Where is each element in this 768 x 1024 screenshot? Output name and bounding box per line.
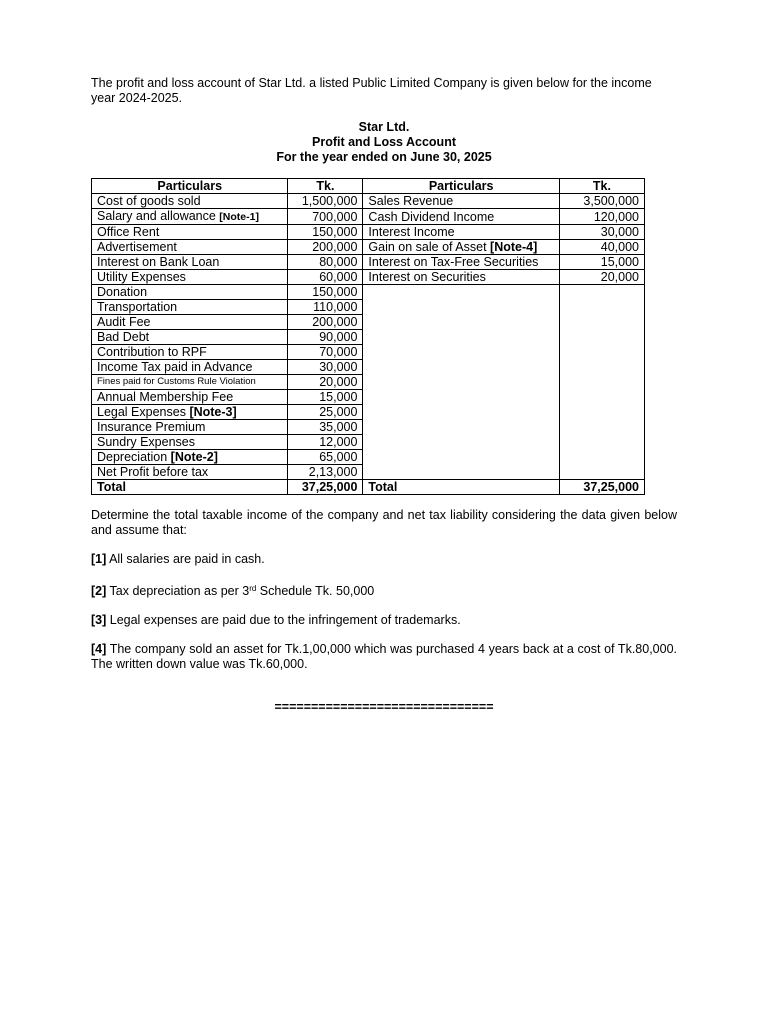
statement-period: For the year ended on June 30, 2025 bbox=[276, 150, 492, 164]
table-row bbox=[92, 390, 645, 405]
debit-particular-text: Office Rent bbox=[97, 225, 160, 239]
credit-particular bbox=[363, 345, 559, 360]
note-1-text: All salaries are paid in cash. bbox=[106, 552, 265, 566]
note-2-number: [2] bbox=[91, 584, 107, 598]
credit-particular-text: Gain on sale of Asset bbox=[368, 240, 491, 254]
credit-amount bbox=[559, 225, 644, 240]
debit-particular-text: Insurance Premium bbox=[97, 420, 206, 434]
note-3-text: Legal expenses are paid due to the infringement of trademarks. bbox=[106, 613, 461, 627]
note-1 bbox=[91, 552, 677, 567]
debit-particular-note: [Note-2] bbox=[170, 450, 218, 464]
credit-amount bbox=[559, 330, 644, 345]
credit-amount bbox=[559, 465, 644, 480]
table-row bbox=[92, 285, 645, 300]
note-2-superscript: rd bbox=[249, 584, 257, 593]
debit-amount-text: 70,000 bbox=[319, 345, 358, 359]
table-header-row bbox=[92, 179, 645, 194]
credit-particular-note: [Note-4] bbox=[490, 240, 538, 254]
debit-amount bbox=[288, 390, 363, 405]
debit-particular-text: Advertisement bbox=[97, 240, 177, 254]
debit-amount-text: 150,000 bbox=[312, 225, 358, 239]
table-row bbox=[92, 450, 645, 465]
debit-particular-text: Donation bbox=[97, 285, 148, 299]
debit-particular-text: Net Profit before tax bbox=[97, 465, 209, 479]
credit-amount bbox=[559, 240, 644, 255]
credit-amount-text: 30,000 bbox=[600, 225, 639, 239]
credit-particular-text: Cash Dividend Income bbox=[368, 209, 495, 224]
credit-particular bbox=[363, 390, 559, 405]
credit-particular-text: Interest on Tax-Free Securities bbox=[368, 255, 539, 269]
debit-particular bbox=[92, 240, 288, 255]
debit-particular bbox=[92, 315, 288, 330]
credit-amount-text: 20,000 bbox=[600, 270, 639, 284]
profit-loss-table bbox=[91, 178, 645, 495]
debit-amount bbox=[288, 435, 363, 450]
table-row bbox=[92, 225, 645, 240]
debit-amount-text: 90,000 bbox=[319, 330, 358, 344]
debit-amount-text: 150,000 bbox=[312, 285, 358, 299]
end-rule: ============================== bbox=[274, 700, 494, 714]
note-1-number: [1] bbox=[91, 552, 107, 566]
debit-amount bbox=[288, 345, 363, 360]
credit-amount bbox=[559, 435, 644, 450]
debit-amount bbox=[288, 465, 363, 480]
credit-particular bbox=[363, 360, 559, 375]
debit-particular-text: Contribution to RPF bbox=[97, 345, 207, 359]
total-left-label: Total bbox=[92, 480, 288, 495]
debit-particular-text: Audit Fee bbox=[97, 315, 151, 329]
credit-particular bbox=[363, 270, 559, 285]
credit-amount bbox=[559, 255, 644, 270]
total-row bbox=[92, 480, 645, 495]
credit-particular bbox=[363, 300, 559, 315]
debit-particular bbox=[92, 465, 288, 480]
debit-amount bbox=[288, 420, 363, 435]
credit-particular bbox=[363, 209, 559, 225]
note-4-text: The company sold an asset for Tk.1,00,000 which was purchased 4 years back at a cost of Tk.80,000. The written down value was Tk.60,000. bbox=[91, 642, 677, 671]
credit-amount bbox=[559, 285, 644, 300]
credit-amount bbox=[559, 345, 644, 360]
total-right-amount: 37,25,000 bbox=[559, 480, 644, 495]
credit-particular bbox=[363, 375, 559, 390]
debit-particular-note: [Note-1] bbox=[219, 211, 259, 223]
debit-amount bbox=[288, 194, 363, 209]
credit-amount bbox=[559, 300, 644, 315]
debit-amount bbox=[288, 209, 363, 225]
debit-amount-text: 35,000 bbox=[319, 420, 358, 434]
note-3 bbox=[91, 613, 677, 628]
credit-amount bbox=[559, 194, 644, 209]
table-row bbox=[92, 194, 645, 209]
debit-particular-text: Depreciation bbox=[97, 450, 171, 464]
debit-particular bbox=[92, 225, 288, 240]
debit-amount bbox=[288, 225, 363, 240]
credit-particular-text: Interest Income bbox=[368, 225, 455, 239]
debit-particular-text: Utility Expenses bbox=[97, 270, 186, 284]
debit-particular bbox=[92, 300, 288, 315]
table-row bbox=[92, 345, 645, 360]
debit-particular-text: Sundry Expenses bbox=[97, 435, 195, 449]
credit-amount bbox=[559, 315, 644, 330]
debit-amount-text: 200,000 bbox=[312, 315, 358, 329]
debit-amount-text: 15,000 bbox=[319, 390, 358, 404]
debit-particular-text: Fines paid for Customs Rule Violation bbox=[97, 376, 256, 387]
credit-particular bbox=[363, 435, 559, 450]
debit-particular-text: Cost of goods sold bbox=[97, 194, 201, 208]
debit-particular bbox=[92, 330, 288, 345]
credit-amount bbox=[559, 360, 644, 375]
total-right-label: Total bbox=[363, 480, 559, 495]
credit-amount bbox=[559, 209, 644, 225]
debit-amount-text: 12,000 bbox=[319, 435, 358, 449]
credit-amount-text: 120,000 bbox=[593, 209, 639, 224]
credit-particular bbox=[363, 315, 559, 330]
header-right-particulars: Particulars bbox=[363, 179, 559, 194]
total-left-amount: 37,25,000 bbox=[288, 480, 363, 495]
debit-particular bbox=[92, 375, 288, 390]
header-left-tk: Tk. bbox=[288, 179, 363, 194]
debit-amount-text: 200,000 bbox=[312, 240, 358, 254]
table-row bbox=[92, 300, 645, 315]
credit-amount-text: 40,000 bbox=[600, 240, 639, 254]
table-body bbox=[92, 194, 645, 480]
debit-particular bbox=[92, 450, 288, 465]
debit-amount bbox=[288, 285, 363, 300]
debit-amount-text: 25,000 bbox=[319, 405, 358, 419]
statement-heading bbox=[91, 120, 677, 165]
debit-particular-text: Annual Membership Fee bbox=[97, 390, 234, 404]
debit-particular-text: Interest on Bank Loan bbox=[97, 255, 220, 269]
debit-particular-text: Transportation bbox=[97, 300, 178, 314]
debit-amount bbox=[288, 270, 363, 285]
debit-amount bbox=[288, 405, 363, 420]
credit-particular bbox=[363, 450, 559, 465]
debit-particular bbox=[92, 255, 288, 270]
debit-particular bbox=[92, 270, 288, 285]
note-4-number: [4] bbox=[91, 642, 107, 656]
credit-particular bbox=[363, 194, 559, 209]
debit-amount bbox=[288, 375, 363, 390]
debit-amount-text: 65,000 bbox=[319, 450, 358, 464]
debit-particular bbox=[92, 405, 288, 420]
note-2-text-a: Tax depreciation as per 3 bbox=[106, 584, 250, 598]
table-row bbox=[92, 209, 645, 225]
debit-particular-text: Legal Expenses bbox=[97, 405, 190, 419]
note-3-number: [3] bbox=[91, 613, 107, 627]
debit-particular bbox=[92, 345, 288, 360]
table-row bbox=[92, 435, 645, 450]
company-name: Star Ltd. bbox=[358, 120, 410, 134]
debit-amount-text: 30,000 bbox=[319, 360, 358, 374]
debit-particular bbox=[92, 435, 288, 450]
debit-particular bbox=[92, 285, 288, 300]
credit-particular-text: Interest on Securities bbox=[368, 270, 486, 284]
debit-particular-text: Bad Debt bbox=[97, 330, 150, 344]
credit-amount bbox=[559, 375, 644, 390]
debit-particular bbox=[92, 360, 288, 375]
debit-amount bbox=[288, 255, 363, 270]
credit-particular bbox=[363, 285, 559, 300]
credit-amount bbox=[559, 450, 644, 465]
credit-amount bbox=[559, 390, 644, 405]
credit-amount bbox=[559, 420, 644, 435]
credit-particular bbox=[363, 465, 559, 480]
credit-particular bbox=[363, 240, 559, 255]
debit-particular bbox=[92, 209, 288, 225]
table-row bbox=[92, 330, 645, 345]
debit-particular-text: Salary and allowance bbox=[97, 209, 220, 223]
debit-particular bbox=[92, 194, 288, 209]
credit-particular-text: Sales Revenue bbox=[368, 194, 454, 208]
credit-particular bbox=[363, 255, 559, 270]
credit-amount-text: 15,000 bbox=[600, 255, 639, 269]
debit-amount-text: 60,000 bbox=[319, 270, 358, 284]
debit-amount-text: 20,000 bbox=[319, 375, 358, 389]
note-2-text-b: Schedule Tk. 50,000 bbox=[256, 584, 375, 598]
debit-amount-text: 110,000 bbox=[313, 300, 358, 314]
table-row bbox=[92, 375, 645, 390]
table-row bbox=[92, 240, 645, 255]
credit-particular bbox=[363, 420, 559, 435]
debit-amount-text: 700,000 bbox=[312, 209, 358, 224]
header-right-tk: Tk. bbox=[559, 179, 644, 194]
debit-amount-text: 2,13,000 bbox=[308, 465, 358, 479]
table-row bbox=[92, 255, 645, 270]
debit-amount bbox=[288, 315, 363, 330]
credit-particular bbox=[363, 225, 559, 240]
debit-amount bbox=[288, 450, 363, 465]
debit-particular-note: [Note-3] bbox=[189, 405, 237, 419]
table-row bbox=[92, 270, 645, 285]
debit-amount-text: 1,500,000 bbox=[301, 194, 358, 208]
statement-title: Profit and Loss Account bbox=[312, 135, 456, 149]
credit-amount bbox=[559, 270, 644, 285]
credit-particular bbox=[363, 330, 559, 345]
debit-amount bbox=[288, 330, 363, 345]
header-left-particulars: Particulars bbox=[92, 179, 288, 194]
note-2 bbox=[91, 581, 677, 599]
debit-amount bbox=[288, 240, 363, 255]
debit-particular bbox=[92, 420, 288, 435]
note-4 bbox=[91, 642, 677, 672]
debit-amount bbox=[288, 360, 363, 375]
credit-amount-text: 3,500,000 bbox=[583, 194, 639, 208]
table-row bbox=[92, 360, 645, 375]
intro-paragraph: The profit and loss account of Star Ltd. a listed Public Limited Company is given below for the income year 2024-2025. bbox=[91, 76, 652, 105]
debit-particular bbox=[92, 390, 288, 405]
credit-particular bbox=[363, 405, 559, 420]
debit-amount bbox=[288, 300, 363, 315]
table-row bbox=[92, 315, 645, 330]
table-row bbox=[92, 465, 645, 480]
credit-amount bbox=[559, 405, 644, 420]
table-row bbox=[92, 405, 645, 420]
debit-amount-text: 80,000 bbox=[319, 255, 358, 269]
document-page bbox=[91, 76, 677, 714]
debit-particular-text: Income Tax paid in Advance bbox=[97, 360, 253, 374]
question-paragraph: Determine the total taxable income of the company and net tax liability considering the data given below and assume that: bbox=[91, 508, 677, 537]
table-row bbox=[92, 420, 645, 435]
